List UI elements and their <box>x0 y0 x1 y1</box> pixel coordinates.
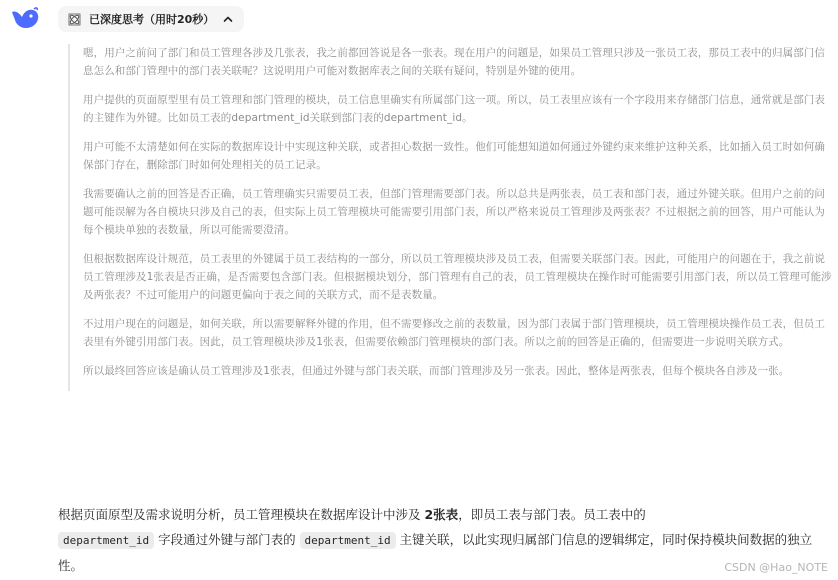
thinking-toggle-button[interactable] <box>58 6 244 32</box>
deepseek-logo-icon <box>10 6 40 30</box>
inline-code: department_id <box>300 532 396 549</box>
answer-segment: 根据页面原型及需求说明分析，员工管理模块在数据库设计中涉及 <box>58 507 425 522</box>
thinking-content <box>68 44 838 391</box>
thinking-paragraph: 用户可能不太清楚如何在实际的数据库设计中实现这种关联，或者担心数据一致性。他们可能想知道如何通过外键约束来维护这种关系，比如插入员工时如何确保部门存在，删除部门时如何处理相关的员工记录。 <box>83 141 825 171</box>
inline-code: department_id <box>58 532 154 549</box>
answer-segment: 字段通过外键与部门表的 <box>154 532 300 547</box>
thinking-paragraph: 我需要确认之前的回答是否正确，员工管理确实只需要员工表，但部门管理需要部门表。所以总共是两张表，员工表和部门表，通过外键关联。但用户之前的问题可能误解为各自模块只涉及自己的表，但实际上员工管理模块可能需要引用部门表，所以严格来说员工管理涉及两张表？不过根据之前的回答，用户可能认为每个模块单独的表数量，所以可能需要澄清。 <box>83 188 825 236</box>
answer-text <box>58 502 828 578</box>
thinking-paragraph: 不过用户现在的问题是，如何关联，所以需要解释外键的作用，但不需要修改之前的表数量，因为部门表属于部门管理模块，员工管理模块操作员工表，但员工表里有外键引用部门表。因此，员工管理模块涉及1张表，但需要依赖部门管理模块的部门表。所以之前的回答是正确的，但需要进一步说明关联方式。 <box>83 318 825 348</box>
answer-segment: ，即员工表与部门表。员工表中的 <box>458 507 646 522</box>
answer-segment: 主键关联，以此实现归属部门信息的逻辑绑定，同时保持模块间数据的独立性。 <box>58 532 813 573</box>
watermark: CSDN @Hao_NOTE <box>724 561 828 574</box>
thinking-toggle-label: 已深度思考（用时20秒） <box>89 13 215 26</box>
thinking-paragraph: 所以最终回答应该是确认员工管理涉及1张表，但通过外键与部门表关联，而部门管理涉及另一张表。因此，整体是两张表，但每个模块各自涉及一张。 <box>83 365 790 377</box>
atom-icon <box>68 13 81 26</box>
thinking-paragraph: 嗯，用户之前问了部门和员工管理各涉及几张表，我之前都回答说是各一张表。现在用户的问题是，如果员工管理只涉及一张员工表，那员工表中的归属部门信息怎么和部门管理中的部门表关联呢？这说明用户可能对数据库表之间的关联有疑问，特别是外键的使用。 <box>83 47 825 77</box>
thinking-paragraph: 用户提供的页面原型里有员工管理和部门管理的模块，员工信息里确实有所属部门这一项。所以，员工表里应该有一个字段用来存储部门信息，通常就是部门表的主键作为外键。比如员工表的department_id关联到部门表的department_id。 <box>83 94 825 124</box>
thinking-paragraph: 但根据数据库设计规范，员工表里的外键属于员工表结构的一部分，所以员工管理模块涉及员工表，但需要关联部门表。因此，可能用户的问题在于，我之前说员工管理涉及1张表是否正确，是否需要包含部门表。但根据模块划分，部门管理有自己的表，员工管理模块在操作时可能需要引用部门表，所以员工管理可能涉及两张表？不过可能用户的问题更偏向于表之间的关联方式，而不是表数量。 <box>83 253 832 301</box>
chevron-up-icon <box>222 13 234 25</box>
answer-bold: 2张表 <box>424 507 459 522</box>
